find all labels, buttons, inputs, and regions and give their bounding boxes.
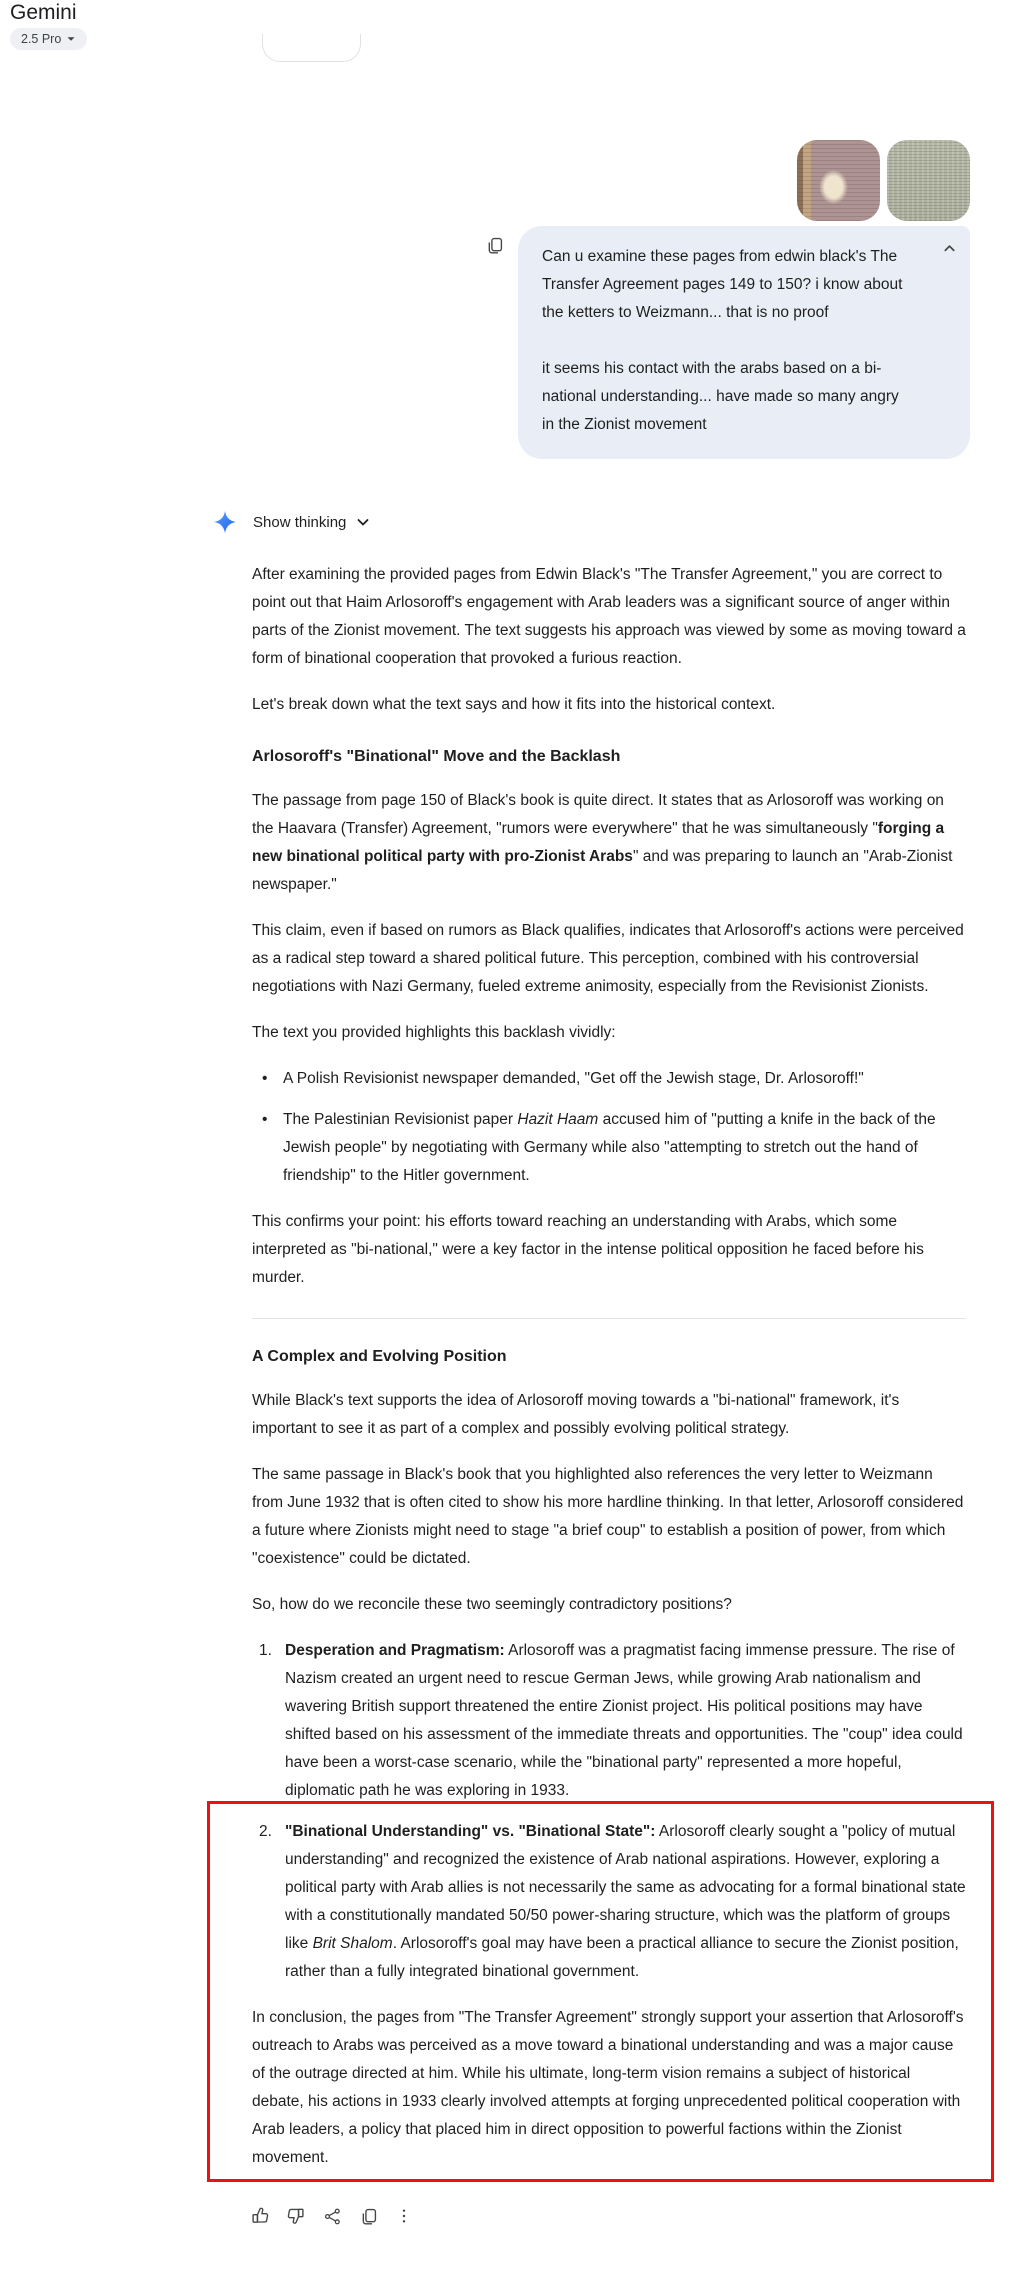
section-heading: Arlosoroff's "Binational" Move and the Backlash — [252, 748, 621, 765]
user-message-paragraph: Can u examine these pages from edwin black's The Transfer Agreement pages 149 to 150? i know about the ketters to Weizmann... that is no proof — [542, 248, 903, 321]
copy-prompt-button[interactable] — [485, 236, 504, 255]
thumbs-down-button[interactable] — [280, 2200, 312, 2232]
copy-icon — [485, 236, 504, 255]
scrolled-input-edge — [262, 34, 361, 62]
copy-response-button[interactable] — [352, 2200, 384, 2232]
user-message-bubble — [518, 226, 970, 459]
attachment-thumbnails — [797, 140, 970, 221]
share-icon — [323, 2207, 342, 2226]
thumbs-up-icon — [250, 2206, 270, 2226]
model-label: 2.5 Pro — [21, 32, 62, 46]
model-turn-header — [212, 509, 1034, 535]
share-button[interactable] — [316, 2200, 348, 2232]
response-paragraph: While Black's text supports the idea of Arlosoroff moving towards a "bi-national" framework, it's important to see it as part of a complex and possibly evolving political strategy. — [252, 1392, 900, 1437]
response-paragraph: After examining the provided pages from Edwin Black's "The Transfer Agreement," you are correct to point out that Haim Arlosoroff's engagement with Arab leaders was a significant source of anger within parts of the Zionist movement. The text suggests his approach was viewed by some as moving toward a form of binational cooperation that provoked a furious reaction. — [252, 566, 966, 667]
response-paragraph: This confirms your point: his efforts toward reaching an understanding with Arabs, which some interpreted as "bi-national," were a key factor in the intense political opposition he faced before his murder. — [252, 1213, 924, 1286]
bullet-marker: • — [262, 1070, 268, 1087]
model-selector[interactable] — [10, 28, 87, 50]
response-paragraph: The passage from page 150 of Black's book is quite direct. It states that as Arlosoroff was working on the Haavara (Transfer) Agreement, "rumors were everywhere" that he was simultaneously "forging a new binational political party with pro-Zionist Arabs" and was preparing to launch an "Arab-Zionist newspaper." — [252, 792, 953, 893]
numbered-item-2 — [252, 1818, 966, 1986]
chevron-down-icon — [66, 34, 76, 44]
collapse-message-button[interactable] — [942, 241, 957, 256]
bullet-text: A Polish Revisionist newspaper demanded, "Get off the Jewish stage, Dr. Arlosoroff!" — [283, 1070, 864, 1087]
bullet-text: The Palestinian Revisionist paper Hazit Haam accused him of "putting a knife in the back of the Jewish people" by negotiating with Germany while also "attempting to stretch out the hand of friendship" to the Hitler government. — [283, 1111, 936, 1184]
model-response — [252, 561, 966, 2232]
attachment-image-book-page-2[interactable] — [887, 140, 970, 221]
response-paragraph: So, how do we reconcile these two seemingly contradictory positions? — [252, 1596, 732, 1613]
bullet-marker: • — [262, 1111, 268, 1128]
item-number: 1. — [259, 1642, 272, 1659]
attachment-image-book-page-1[interactable] — [797, 140, 880, 221]
response-action-bar — [244, 2200, 966, 2232]
show-thinking-button[interactable] — [253, 514, 371, 531]
numbered-item-1 — [252, 1637, 966, 1805]
chevron-down-icon — [355, 514, 371, 530]
response-paragraph: The text you provided highlights this backlash vividly: — [252, 1024, 616, 1041]
item-text: Desperation and Pragmatism: Arlosoroff was a pragmatist facing immense pressure. The rise of Nazism created an urgent need to rescue German Jews, while growing Arab nationalism and wavering British support threatened the entire Zionist project. His political positions may have shifted based on his assessment of the immediate threats and opportunities. The "coup" idea could have been a worst-case scenario, while the "binational party" represented a more hopeful, diplomatic path he was exploring in 1933. — [285, 1642, 963, 1799]
annotation-region — [252, 1818, 966, 2172]
section-divider — [252, 1318, 966, 1319]
section-heading: A Complex and Evolving Position — [252, 1348, 507, 1365]
conclusion-paragraph: In conclusion, the pages from "The Transfer Agreement" strongly support your assertion that Arlosoroff's outreach to Arabs was perceived as a move toward a binational understanding and was a major cause of the outrage directed at him. While his ultimate, long-term vision remains a subject of historical debate, his actions in 1933 clearly involved attempts at forging unprecedented political cooperation with Arab leaders, a policy that placed him in direct opposition to powerful factions within the Zionist movement. — [252, 2009, 964, 2166]
response-paragraph: The same passage in Black's book that you highlighted also references the very letter to Weizmann from June 1932 that is often cited to show his more hardline thinking. In that letter, Arlosoroff considered a future where Zionists might need to stage "a brief coup" to establish a position of power, from which "coexistence" could be dictated. — [252, 1466, 964, 1567]
app-title: Gemini — [10, 1, 77, 24]
copy-icon — [359, 2207, 378, 2226]
response-paragraph: Let's break down what the text says and how it fits into the historical context. — [252, 696, 776, 713]
list-item — [252, 1106, 966, 1190]
more-vert-icon — [395, 2207, 413, 2225]
item-number: 2. — [259, 1823, 272, 1840]
thumbs-down-icon — [286, 2206, 306, 2226]
response-paragraph: This claim, even if based on rumors as Black qualifies, indicates that Arlosoroff's actions were perceived as a radical step toward a shared political future. This perception, combined with his controversial negotiations with Nazi Germany, fueled extreme animosity, especially from the Revisionist Zionists. — [252, 922, 964, 995]
more-options-button[interactable] — [388, 2200, 420, 2232]
user-message-paragraph: it seems his contact with the arabs based on a bi-national understanding... have made so many angry in the Zionist movement — [542, 360, 899, 433]
gemini-star-icon — [212, 509, 238, 535]
user-turn — [0, 0, 1034, 459]
show-thinking-label: Show thinking — [253, 513, 347, 531]
thumbs-up-button[interactable] — [244, 2200, 276, 2232]
item-text: "Binational Understanding" vs. "Binational State": Arlosoroff clearly sought a "policy of mutual understanding" and recognized the existence of Arab national aspirations. However, exploring a political party with Arab allies is not necessarily the same as advocating for a formal binational state with a constitutionally mandated 50/50 power-sharing structure, which was the platform of groups like Brit Shalom. Arlosoroff's goal may have been a practical alliance to secure the Zionist position, rather than a fully integrated binational government. — [285, 1823, 966, 1980]
list-item — [252, 1065, 966, 1093]
chevron-up-icon — [942, 241, 957, 256]
